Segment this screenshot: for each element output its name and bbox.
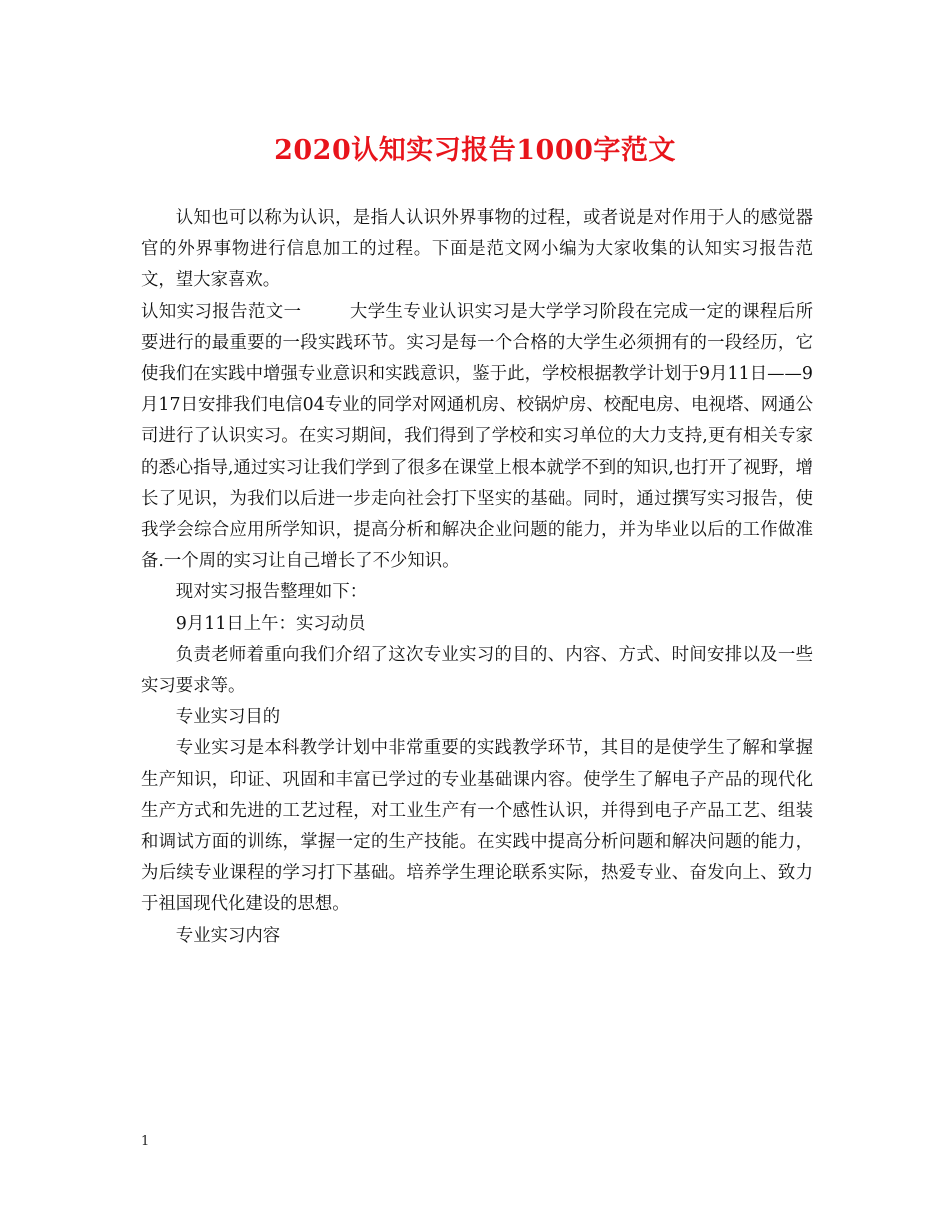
purpose-heading: 专业实习目的 <box>175 707 281 728</box>
summary-paragraph: 现对实习报告整理如下： <box>175 582 368 603</box>
teacher-paragraph: 负责老师着重向我们介绍了这次专业实习的目的、内容、方式、时间安排以及一些实习要求等。 <box>141 644 813 697</box>
page-number: 1 <box>141 1134 150 1149</box>
section-label: 认知实习报告范文一 <box>141 301 302 322</box>
document-body <box>141 203 813 952</box>
purpose-paragraph: 专业实习是本科教学计划中非常重要的实践教学环节，其目的是使学生了解和掌握生产知识，印证、巩固和丰富已学过的专业基础课内容。使学生了解电子产品的现代化生产方式和先进的工艺过程，对工业生产有一个感性认识，并得到电子产品工艺、组装和调试方面的训练，掌握一定的生产技能。在实践中提高分析问题和解决问题的能力，为后续专业课程的学习打下基础。培养学生理论联系实际，热爱专业、奋发向上、致力于祖国现代化建设的思想。 <box>141 738 813 915</box>
content-heading: 专业实习内容 <box>175 925 281 946</box>
section-one-paragraph <box>141 297 813 578</box>
date-paragraph: 9月11日上午：实习动员 <box>175 613 366 634</box>
section-text: 大学生专业认识实习是大学学习阶段在完成一定的课程后所要进行的最重要的一段实践环节。实习是每一个合格的大学生必须拥有的一段经历，它使我们在实践中增强专业意识和实践意识，鉴于此，学校根据教学计划于9月11日——9月17日安排我们电信04专业的同学对网通机房、校锅炉房、校配电房、电视塔、网通公司进行了认识实习。在实习期间，我们得到了学校和实习单位的大力支持,更有相关专家的悉心指导,通过实习让我们学到了很多在课堂上根本就学不到的知识,也打开了视野，增长了见识，为我们以后进一步走向社会打下坚实的基础。同时，通过撰写实习报告，使我学会综合应用所学知识，提高分析和解决企业问题的能力，并为毕业以后的工作做准备.一个周的实习让自己增长了不少知识。 <box>141 301 813 572</box>
intro-paragraph: 认知也可以称为认识，是指人认识外界事物的过程，或者说是对作用于人的感觉器官的外界事物进行信息加工的过程。下面是范文网小编为大家收集的认知实习报告范文，望大家喜欢。 <box>141 208 813 291</box>
page-title: 2020认知实习报告1000字范文 <box>274 135 676 166</box>
